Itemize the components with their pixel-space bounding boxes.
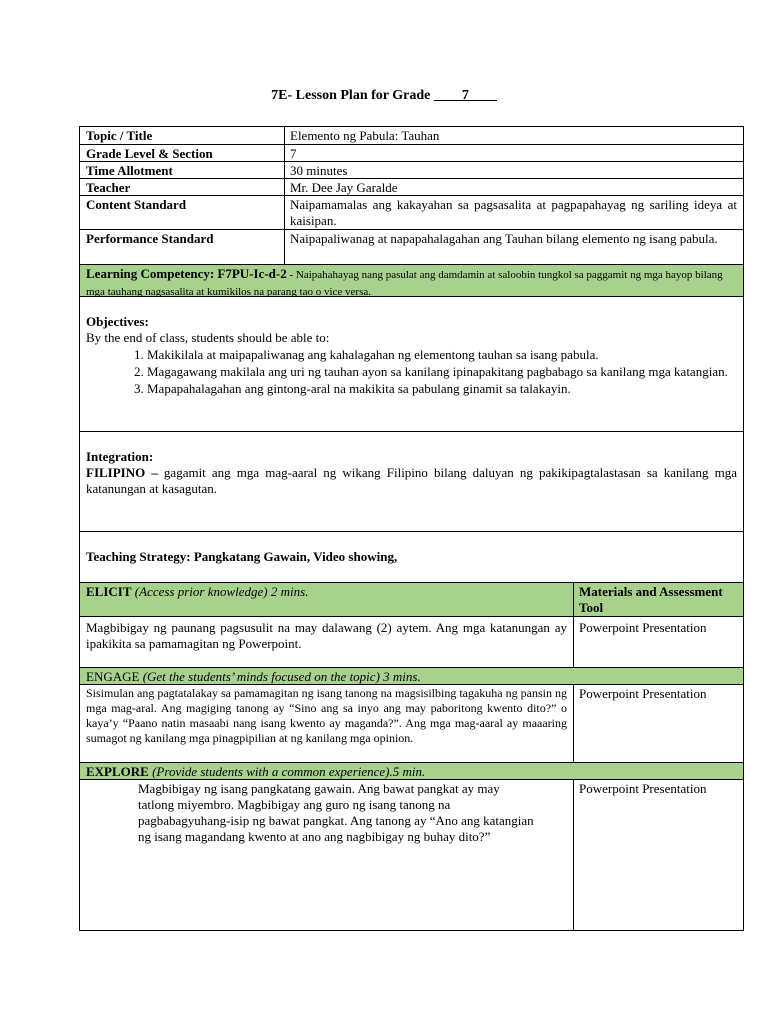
learning-competency-text: - Naipahahayag nang pasulat ang damdamin at saloobin tungkol sa paggamit ng mga hayop bilang mga tauhang nagsasalita at kumikilos na parang tao o vice versa. [86,269,723,296]
lesson-plan-table [79,126,744,931]
row-grade [80,145,743,162]
row-explore-body [80,780,743,930]
grade-label: Grade Level & Section [86,146,213,161]
row-elicit-body [80,617,743,668]
row-elicit-header [80,583,743,617]
performance-standard-value: Naipapaliwanag at napapahalagahan ang Tauhan bilang elemento ng isang pabula. [290,231,718,246]
teacher-value: Mr. Dee Jay Garalde [290,180,398,195]
engage-body: Sisimulan ang pagtatalakay sa pamamagitan ng isang tanong na magsisilbing tagakuha ng pansin ng mga mag-aral. Ang magiging tanong ay “Sino ang sa inyo ang may paboritong kwento dito?” o kaya’y “Paano natin masaabi nang isang kwento ay maganda?”. Ang mga mag-aaral ay maaaring sumagot ng kanilang mga pinagpipilian at ng kanilang mga opinion. [86,686,567,745]
grade-value: 7 [290,146,297,161]
row-time [80,162,743,179]
elicit-material: Powerpoint Presentation [579,620,707,635]
engage-label: ENGAGE [86,669,140,684]
objectives-section [80,297,743,431]
teaching-strategy: Teaching Strategy: Pangkatang Gawain, Video showing, [86,549,398,564]
page-title [0,88,768,104]
row-teaching-strategy [80,532,743,583]
learning-competency [80,265,743,296]
time-value: 30 minutes [290,163,348,178]
row-teacher [80,179,743,196]
row-engage-body [80,685,743,763]
integration-section [80,432,743,531]
objectives-list [86,346,737,397]
integration-subject: FILIPINO – [86,465,164,480]
row-integration [80,432,743,532]
engage-header [80,668,743,684]
explore-desc: (Provide students with a common experience).5 min. [148,764,426,779]
elicit-body: Magbibigay ng paunang pagsusulit na may dalawang (2) aytem. Ang mga katanungan ay ipakikita sa pamamagitan ng Powerpoint. [86,620,567,651]
row-explore-header [80,763,743,780]
time-label: Time Allotment [86,163,173,178]
elicit-desc: (Access prior knowledge) 2 mins. [131,584,309,599]
learning-competency-label: Learning Competency: F7PU-Ic-d-2 [86,266,287,281]
objectives-heading: Objectives: [86,314,149,329]
objective-item: 1. Makikilala at maipapaliwanag ang kahalagahan ng elementong tauhan sa isang pabula. [134,347,599,362]
explore-header [80,763,743,779]
row-objectives [80,297,743,432]
performance-standard-label: Performance Standard [86,231,214,246]
objective-item: 3. Mapapahalagahan ang gintong-aral na makikita sa pabulang ginamit sa talakayin. [134,381,571,396]
integration-heading: Integration: [86,449,154,464]
topic-label: Topic / Title [86,128,153,143]
integration-body: gagamit ang mga mag-aaral ng wikang Filipino bilang daluyan ng pakikipagtalastasan sa kanilang mga katanungan at kasagutan. [86,465,737,496]
title-prefix: 7E- Lesson Plan for Grade [271,88,434,103]
row-learning-competency [80,265,743,297]
explore-body-cell [80,780,573,930]
content-standard-value: Naipamamalas ang kakayahan sa pagsasalita at pagpapahayag ng sariling ideya at kaisipan. [290,197,737,228]
elicit-header [80,583,573,616]
row-engage-header [80,668,743,685]
row-performance-standard [80,230,743,265]
objective-item: 2. Magagawang makilala ang uri ng tauhan ayon sa kanilang ipinapakitang pagbabago sa kanilang mga katangian. [134,364,728,379]
integration-text [86,465,737,497]
explore-material: Powerpoint Presentation [579,781,707,796]
content-standard-label: Content Standard [86,197,187,212]
row-topic [80,127,743,145]
teacher-label: Teacher [86,180,131,195]
explore-label: EXPLORE [86,764,149,779]
objectives-intro: By the end of class, students should be able to: [86,330,330,345]
materials-header: Materials and Assessment Tool [579,584,723,615]
elicit-label: ELICIT [86,584,132,599]
explore-body: Magbibigay ng isang pangkatang gawain. Ang bawat pangkat ay may tatlong miyembro. Magbibigay ang guro ng isang tanong na pagbabagyuhang-isip ng bawat pangkat. Ang tanong ay “Ano ang katangian ng isang magandang kwento at ano ang nagbibigay ng buhay dito?” [138,781,534,844]
row-content-standard [80,196,743,230]
engage-material: Powerpoint Presentation [579,686,707,701]
engage-desc: (Get the students’ minds focused on the topic) 3 mins. [139,669,421,684]
grade-blank: ____7____ [433,88,497,103]
topic-value: Elemento ng Pabula: Tauhan [290,128,440,143]
